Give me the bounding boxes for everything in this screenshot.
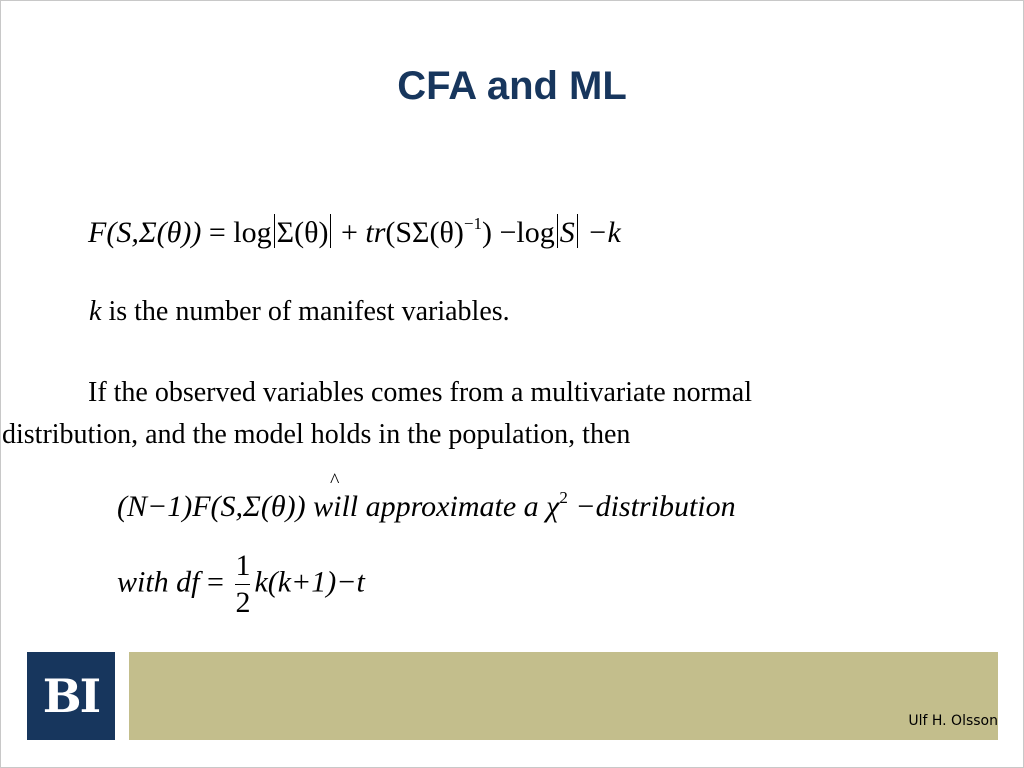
det-s-bar-right: [577, 214, 578, 248]
det-bar-right: [330, 214, 331, 248]
formula-trace-arg: (SΣ(θ): [385, 216, 464, 249]
df-formula: [117, 548, 365, 621]
det-bar-left: [274, 214, 275, 248]
bi-logo-text: BI: [42, 669, 100, 723]
df-rest: k(k+1)−t: [254, 565, 365, 599]
chi-expr: (N−1)F(S,Σ(θ)): [117, 490, 306, 523]
df-fraction: [235, 548, 250, 621]
k-symbol: k: [89, 296, 102, 327]
df-denominator: 2: [235, 586, 251, 619]
paragraph-line-1: If the observed variables comes from a multivariate normal: [88, 377, 752, 408]
slide-title: CFA and ML: [397, 64, 627, 108]
k-definition: [89, 296, 510, 328]
formula-det-sigma: Σ(θ): [276, 216, 329, 249]
formula-lhs: F(S,Σ(θ)): [88, 216, 202, 249]
formula-minus-k: −k: [587, 216, 621, 249]
chi-words: will approximate a: [313, 490, 539, 523]
footer-bar: [129, 652, 998, 740]
df-prefix: with df: [117, 565, 200, 599]
ml-fit-function-formula: [88, 214, 621, 250]
paragraph-line-2: distribution, and the model holds in the population, then: [2, 419, 631, 450]
k-definition-text: is the number of manifest variables.: [101, 296, 510, 327]
formula-equals: =: [208, 216, 226, 249]
det-s-bar-left: [557, 214, 558, 248]
formula-trace: tr: [365, 216, 386, 249]
formula-minus-log: −log: [499, 216, 555, 249]
bi-logo: [27, 652, 115, 740]
df-equals: =: [207, 565, 224, 599]
df-numerator: 1: [235, 549, 251, 582]
chi-tail: −distribution: [575, 490, 736, 523]
formula-log: log: [233, 216, 272, 249]
formula-trace-close: ): [481, 216, 492, 249]
chi-square-formula: [117, 490, 736, 524]
formula-det-s: S: [559, 216, 575, 249]
chi-exponent: 2: [559, 488, 568, 507]
theta-hat-mark: ^: [330, 470, 340, 492]
formula-inverse-exponent: −1: [463, 214, 482, 233]
author-name: Ulf H. Olsson: [908, 713, 998, 729]
formula-plus: +: [340, 216, 358, 249]
chi-symbol: χ: [546, 490, 560, 523]
